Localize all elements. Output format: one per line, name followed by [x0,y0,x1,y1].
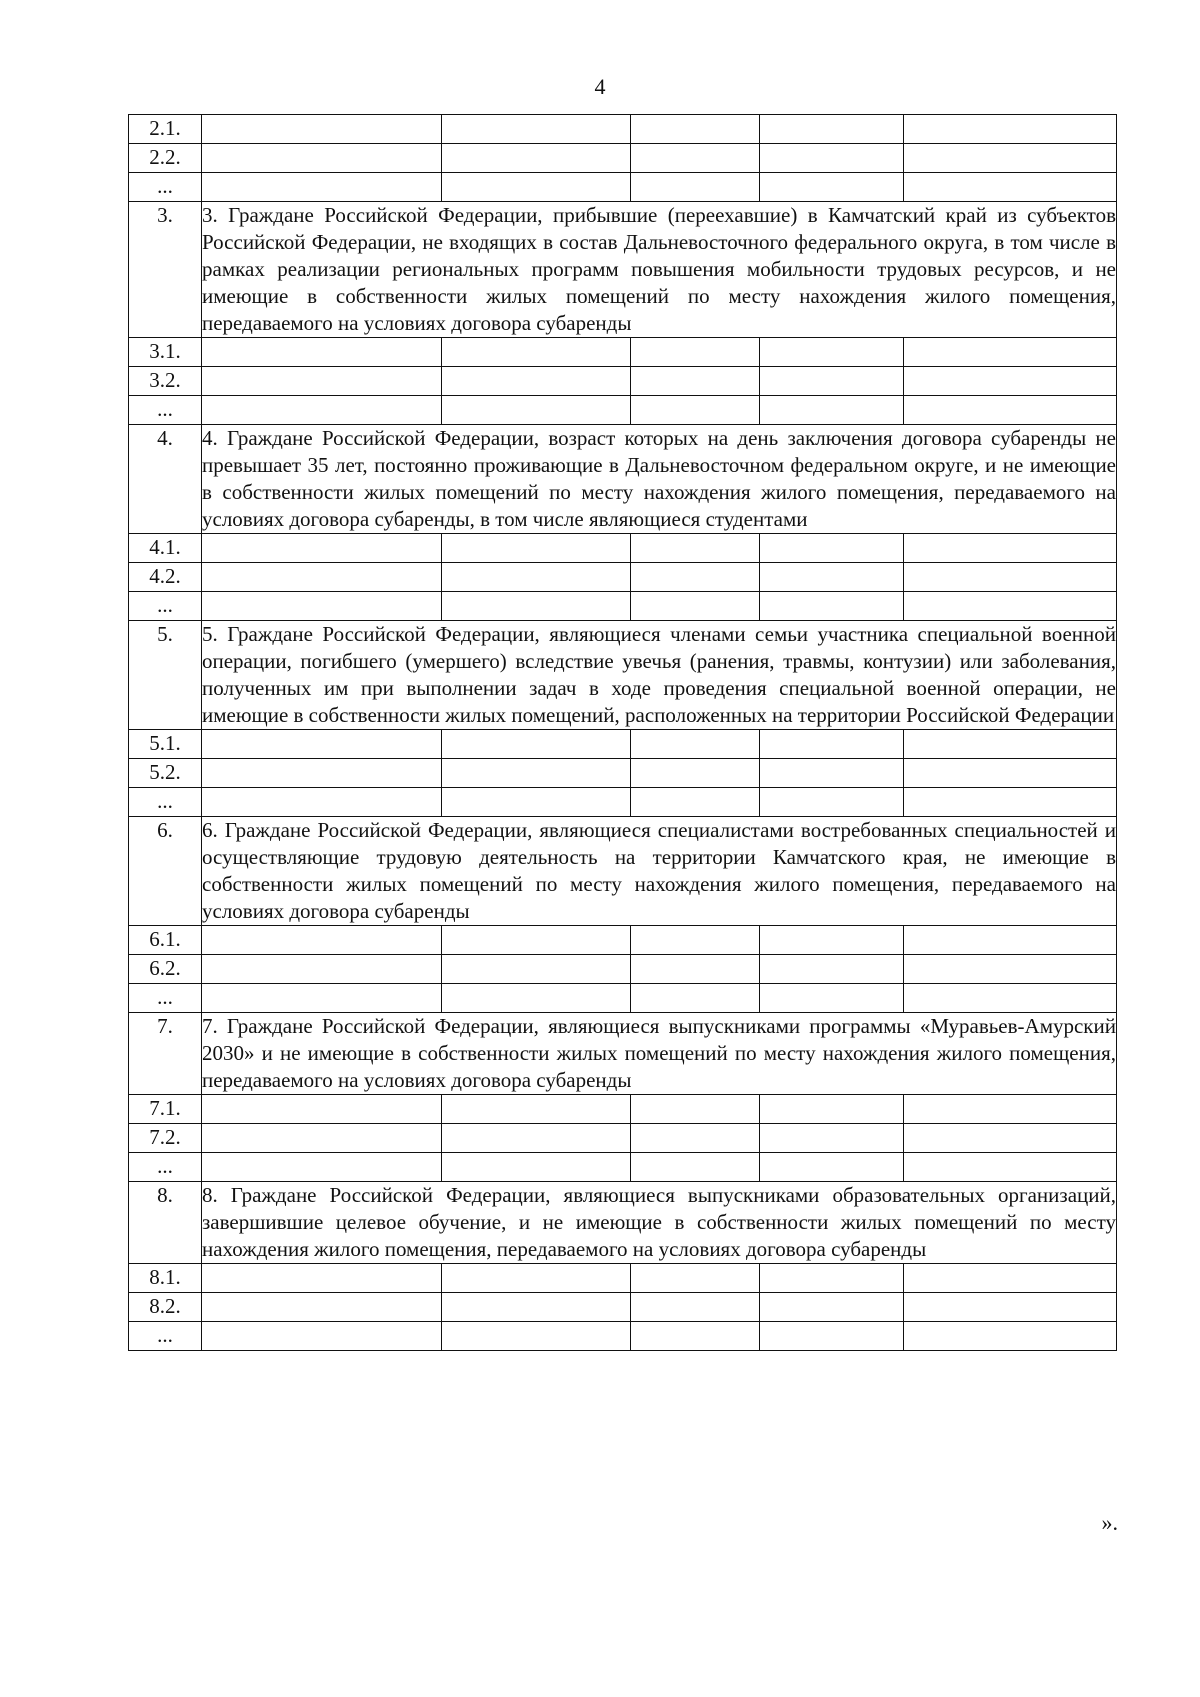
empty-cell [904,788,1117,817]
empty-cell [202,144,442,173]
empty-cell [631,115,760,144]
row-number: 7.2. [129,1124,202,1153]
table-row [129,759,1117,788]
empty-cell [904,955,1117,984]
empty-cell [904,1095,1117,1124]
table-row [129,984,1117,1013]
category-description: 4. Граждане Российской Федерации, возраст которых на день заключения договора субаренды не превышает 35 лет, постоянно проживающие в Дальневосточном федеральном округе, и не имеющие в собственности жилых помещений по месту нахождения жилого помещения, передаваемого на условиях договора субаренды, в том числе являющиеся студентами [202,425,1117,534]
empty-cell [904,730,1117,759]
table-row [129,396,1117,425]
row-number: 7.1. [129,1095,202,1124]
empty-cell [202,759,442,788]
table-row [129,1322,1117,1351]
empty-cell [904,1293,1117,1322]
row-number: ... [129,396,202,425]
registry-table-body [129,115,1117,1351]
empty-cell [202,338,442,367]
empty-cell [904,144,1117,173]
empty-cell [904,1153,1117,1182]
empty-cell [760,788,904,817]
table-row [129,1153,1117,1182]
empty-cell [631,759,760,788]
row-number: 5.1. [129,730,202,759]
row-number: ... [129,788,202,817]
table-row [129,173,1117,202]
empty-cell [904,926,1117,955]
empty-cell [442,563,631,592]
empty-cell [631,788,760,817]
empty-cell [442,984,631,1013]
empty-cell [760,563,904,592]
row-number: 4.2. [129,563,202,592]
empty-cell [631,1293,760,1322]
category-row [129,425,1117,534]
row-number: ... [129,984,202,1013]
empty-cell [442,1153,631,1182]
empty-cell [904,115,1117,144]
table-row [129,1264,1117,1293]
empty-cell [202,1264,442,1293]
empty-cell [202,173,442,202]
empty-cell [760,173,904,202]
empty-cell [202,563,442,592]
empty-cell [904,984,1117,1013]
empty-cell [760,534,904,563]
row-number: ... [129,592,202,621]
empty-cell [442,1095,631,1124]
empty-cell [442,534,631,563]
row-number: 4. [129,425,202,534]
empty-cell [631,534,760,563]
empty-cell [442,759,631,788]
empty-cell [760,396,904,425]
empty-cell [631,926,760,955]
empty-cell [760,592,904,621]
category-description: 8. Граждане Российской Федерации, являющиеся выпускниками образовательных организаций, завершившие целевое обучение, и не имеющие в собственности жилых помещений по месту нахождения жилого помещения, передаваемого на условиях договора субаренды [202,1182,1117,1264]
empty-cell [442,730,631,759]
empty-cell [760,1293,904,1322]
row-number: 8.1. [129,1264,202,1293]
empty-cell [760,1322,904,1351]
empty-cell [442,1322,631,1351]
empty-cell [202,1293,442,1322]
empty-cell [442,144,631,173]
empty-cell [631,1124,760,1153]
table-row [129,1095,1117,1124]
page-number: 4 [594,74,606,99]
empty-cell [631,144,760,173]
empty-cell [631,563,760,592]
table-row [129,367,1117,396]
empty-cell [760,759,904,788]
table-row [129,926,1117,955]
row-number: 4.1. [129,534,202,563]
empty-cell [202,1124,442,1153]
empty-cell [202,926,442,955]
empty-cell [760,926,904,955]
row-number: 3. [129,202,202,338]
registry-table [128,114,1117,1351]
table-row [129,1293,1117,1322]
empty-cell [904,1124,1117,1153]
empty-cell [904,534,1117,563]
empty-cell [760,984,904,1013]
empty-cell [760,338,904,367]
empty-cell [442,338,631,367]
row-number: 3.1. [129,338,202,367]
empty-cell [202,534,442,563]
empty-cell [631,592,760,621]
empty-cell [904,759,1117,788]
empty-cell [631,1264,760,1293]
empty-cell [442,926,631,955]
closing-quote-mark: ». [1101,1510,1118,1535]
empty-cell [760,367,904,396]
empty-cell [760,115,904,144]
table-row [129,563,1117,592]
empty-cell [631,396,760,425]
empty-cell [202,115,442,144]
empty-cell [442,367,631,396]
empty-cell [442,115,631,144]
row-number: ... [129,1153,202,1182]
table-row [129,955,1117,984]
empty-cell [442,1264,631,1293]
row-number: ... [129,173,202,202]
row-number: 6. [129,817,202,926]
empty-cell [202,788,442,817]
category-description: 6. Граждане Российской Федерации, являющиеся специалистами востребованных специальностей и осуществляющие трудовую деятельность на территории Камчатского края, не имеющие в собственности жилых помещений по месту нахождения жилого помещения, передаваемого на условиях договора субаренды [202,817,1117,926]
empty-cell [631,955,760,984]
row-number: 8.2. [129,1293,202,1322]
table-row [129,592,1117,621]
category-description: 3. Граждане Российской Федерации, прибывшие (переехавшие) в Камчатский край из субъектов Российской Федерации, не входящих в состав Дальневосточного федерального округа, в том числе в рамках реализации региональных программ повышения мобильности трудовых ресурсов, и не имеющие в собственности жилых помещений по месту нахождения жилого помещения, передаваемого на условиях договора субаренды [202,202,1117,338]
empty-cell [631,367,760,396]
row-number: 2.2. [129,144,202,173]
empty-cell [631,984,760,1013]
row-number: ... [129,1322,202,1351]
empty-cell [631,338,760,367]
table-row [129,144,1117,173]
empty-cell [631,1153,760,1182]
empty-cell [760,1124,904,1153]
empty-cell [202,1153,442,1182]
empty-cell [442,396,631,425]
empty-cell [202,1322,442,1351]
empty-cell [442,1293,631,1322]
empty-cell [760,1095,904,1124]
category-row [129,621,1117,730]
empty-cell [442,1124,631,1153]
category-row [129,1182,1117,1264]
row-number: 3.2. [129,367,202,396]
empty-cell [760,955,904,984]
category-description: 5. Граждане Российской Федерации, являющиеся членами семьи участника специальной военной операции, погибшего (умершего) вследствие увечья (ранения, травмы, контузии) или заболевания, полученных им при выполнении задач в ходе проведения специальной военной операции, не имеющие в собственности жилых помещений, расположенных на территории Российской Федерации [202,621,1117,730]
row-number: 6.2. [129,955,202,984]
empty-cell [442,788,631,817]
empty-cell [442,955,631,984]
category-row [129,817,1117,926]
empty-cell [904,173,1117,202]
empty-cell [904,592,1117,621]
empty-cell [904,1322,1117,1351]
empty-cell [631,1095,760,1124]
table-row [129,115,1117,144]
empty-cell [442,592,631,621]
empty-cell [760,730,904,759]
empty-cell [631,173,760,202]
empty-cell [202,955,442,984]
empty-cell [760,1264,904,1293]
empty-cell [631,1322,760,1351]
empty-cell [904,1264,1117,1293]
empty-cell [202,396,442,425]
empty-cell [202,984,442,1013]
empty-cell [904,338,1117,367]
empty-cell [442,173,631,202]
table-row [129,788,1117,817]
table-row [129,1124,1117,1153]
empty-cell [202,730,442,759]
empty-cell [631,730,760,759]
row-number: 2.1. [129,115,202,144]
table-row [129,338,1117,367]
empty-cell [760,1153,904,1182]
row-number: 5. [129,621,202,730]
empty-cell [904,396,1117,425]
empty-cell [202,367,442,396]
category-row [129,202,1117,338]
empty-cell [202,592,442,621]
category-description: 7. Граждане Российской Федерации, являющиеся выпускниками программы «Муравьев-Амурский 2030» и не имеющие в собственности жилых помещений по месту нахождения жилого помещения, передаваемого на условиях договора субаренды [202,1013,1117,1095]
table-row [129,730,1117,759]
row-number: 8. [129,1182,202,1264]
table-row [129,534,1117,563]
row-number: 5.2. [129,759,202,788]
row-number: 7. [129,1013,202,1095]
category-row [129,1013,1117,1095]
empty-cell [904,367,1117,396]
empty-cell [904,563,1117,592]
empty-cell [760,144,904,173]
empty-cell [202,1095,442,1124]
row-number: 6.1. [129,926,202,955]
